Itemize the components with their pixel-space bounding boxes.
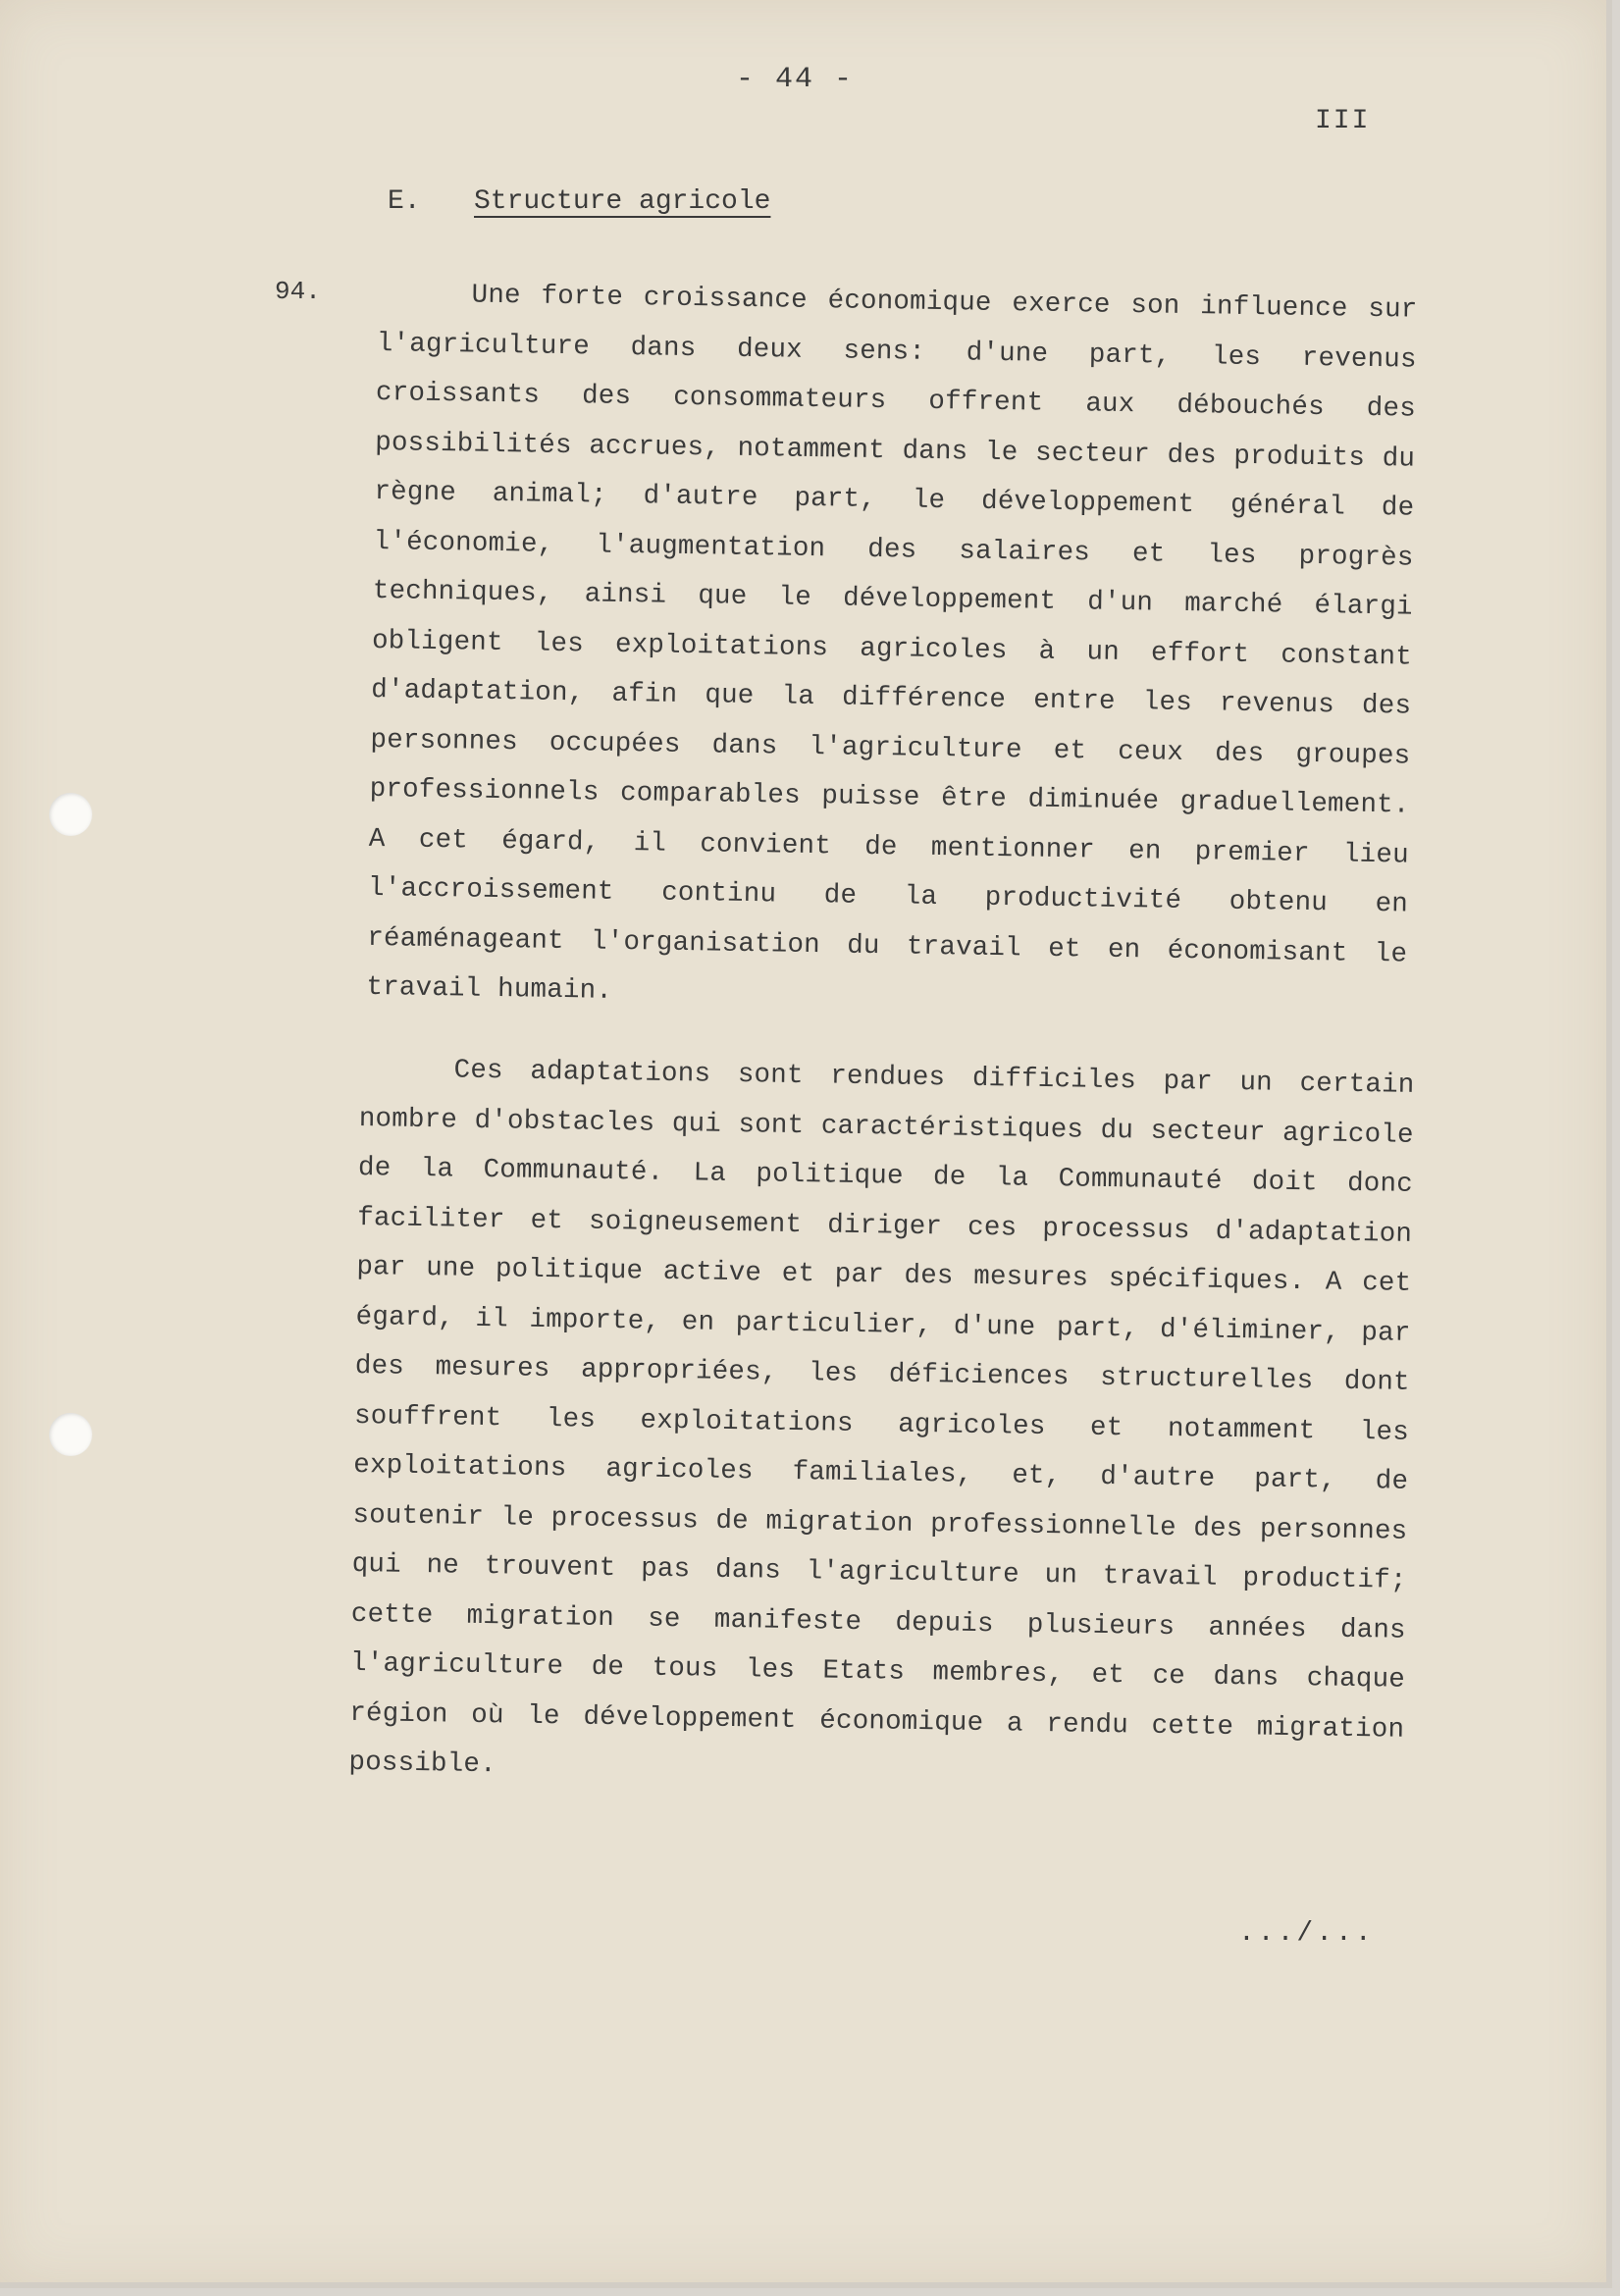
body-paragraph: Ces adaptations sont rendues difficiles par un certain nombre d'obstacles qui sont caractéristiques du secteur agricole de la Communauté. La politique de la Communauté doit donc faciliter et soigneusement diriger ces processus d'adaptation par une politique active et par des mesures spécifiques. A cet égard, il importe, en particulier, d'une part, d'éliminer, par des mesures appropriées, les déficiences structurelles dont souffrent les exploitations agricoles et notamment les exploitations agricoles familiales, et, d'autre part, de soutenir le processus de migration professionnelle des personnes qui ne trouvent pas dans l'agriculture un travail productif; cette migration se manifeste depuis plusieurs années dans l'agriculture de tous les Etats membres, et ce dans chaque région où le développement économique a rendu cette migration possible.	[348, 1055, 1415, 1781]
section-title: Structure agricole	[474, 186, 771, 217]
body-paragraph: Une forte croissance économique exerce son influence sur l'agriculture dans deux sens: d'une part, les revenus croissants des consommateurs offrent aux débouchés des possibilités accrues, notamment dans le secteur des produits du règne animal; d'autre part, le développement général de l'économie, l'augmentation des salaires et les progrès techniques, ainsi que le développement d'un marché élargi obligent les exploitations agricoles à un effort constant d'adaptation, afin que la différence entre les revenus des personnes occupées dans l'agriculture et ceux des groupes professionnels comparables puisse être diminuée graduellement. A cet égard, il convient de mentionner en premier lieu l'accroissement continu de la productivité obtenu en réaménageant l'organisation du travail et en économisant le travail humain.	[366, 280, 1418, 1007]
punch-hole	[49, 1413, 92, 1456]
section-letter: E.	[388, 186, 421, 217]
continuation-mark: .../...	[1238, 1918, 1375, 1949]
punch-hole	[49, 793, 92, 836]
section-heading	[388, 186, 770, 217]
page-number: - 44 -	[735, 63, 855, 96]
annex-label: III	[1315, 106, 1371, 136]
paragraph-number: 94.	[275, 277, 321, 306]
